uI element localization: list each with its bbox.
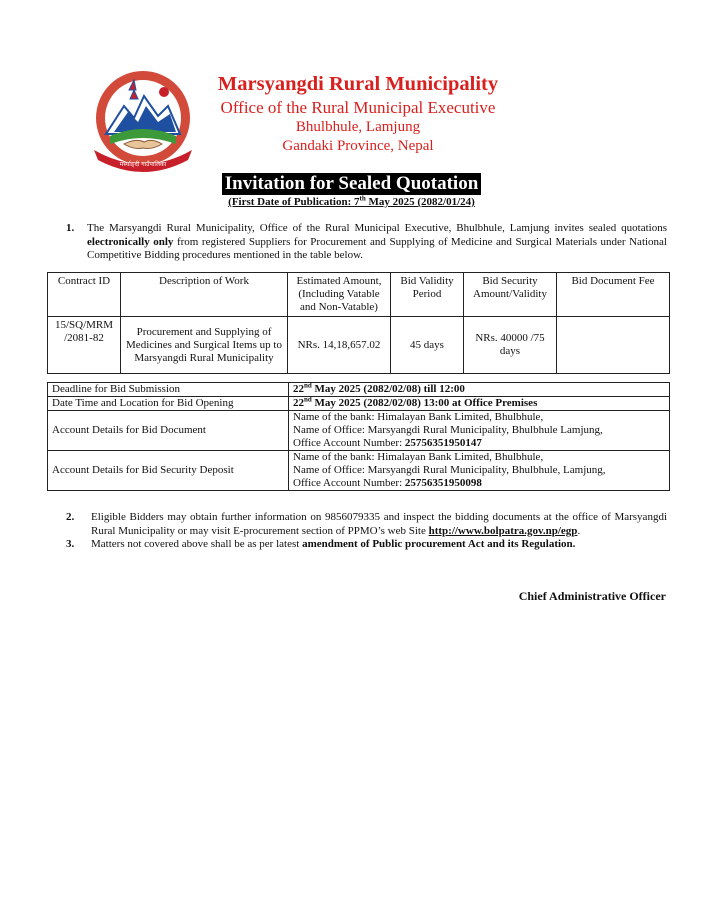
clause-3-number: 3. xyxy=(66,538,75,550)
notice-title: Invitation for Sealed Quotation xyxy=(222,173,482,195)
emblem-ribbon-text: मर्स्याङ्दी गाउँपालिका xyxy=(119,161,167,168)
col-bid-validity: Bid Validity Period xyxy=(391,273,464,317)
notice-heading xyxy=(0,173,703,209)
col-bid-security: Bid Security Amount/Validity xyxy=(464,273,557,317)
clause-1-text: The Marsyangdi Rural Municipality, Office of the Rural Municipal Executive, Bhulbhule, Lamjung invites sealed quotations electronically only from registered Suppliers for Procurement and Supplying of Medicine and Surgical Materials under National Competitive Bidding procedures mentioned in the table below. xyxy=(87,222,667,261)
document-bank-name: Name of the bank: Himalayan Bank Limited, Bhulbhule, xyxy=(293,411,544,423)
deadline-value: 22nd May 2025 (2082/02/08) till 12:00 xyxy=(289,383,670,397)
cell-description: Procurement and Supplying of Medicines and Surgical Items up to Marsyangdi Rural Municipality xyxy=(121,317,288,374)
opening-value: 22nd May 2025 (2082/02/08) 13:00 at Office Premises xyxy=(289,397,670,411)
deadline-label: Deadline for Bid Submission xyxy=(48,383,289,397)
bid-table xyxy=(47,272,670,374)
col-estimated-amount: Estimated Amount, (Including Vatable and Non-Vatable) xyxy=(288,273,391,317)
office-province: Gandaki Province, Nepal xyxy=(282,138,434,154)
egp-link[interactable]: http://www.bolpatra.gov.np/egp xyxy=(428,524,578,537)
document-account-value xyxy=(289,411,670,451)
details-table xyxy=(47,382,670,491)
security-office-name: Name of Office: Marsyangdi Rural Municipality, Bhulbhule, Lamjung, xyxy=(293,464,606,476)
bid-table-header xyxy=(48,273,670,317)
office-address: Bhulbhule, Lamjung xyxy=(295,119,421,135)
document-office-name: Name of Office: Marsyangdi Rural Municipality, Bhulbhule Lamjung, xyxy=(293,424,603,436)
cell-bid-security: NRs. 40000 /75 days xyxy=(464,317,557,374)
col-document-fee: Bid Document Fee xyxy=(557,273,670,317)
security-bank-name: Name of the bank: Himalayan Bank Limited, Bhulbhule, xyxy=(293,451,544,463)
opening-label: Date Time and Location for Bid Opening xyxy=(48,397,289,411)
table-row xyxy=(48,317,670,374)
office-name: Office of the Rural Municipal Executive xyxy=(220,98,496,117)
table-row xyxy=(48,451,670,491)
security-account-label: Account Details for Bid Security Deposit xyxy=(48,451,289,491)
cell-document-fee xyxy=(557,317,670,374)
nepal-government-emblem-icon xyxy=(84,66,202,176)
letterhead xyxy=(200,72,516,156)
cell-estimated-amount: NRs. 14,18,657.02 xyxy=(288,317,391,374)
cell-bid-validity: 45 days xyxy=(391,317,464,374)
signature-title: Chief Administrative Officer xyxy=(518,589,666,603)
document-account-label: Account Details for Bid Document xyxy=(48,411,289,451)
table-row xyxy=(48,411,670,451)
clause-2-text: Eligible Bidders may obtain further information on 9856079335 and inspect the bidding documents at the office of Marsyangdi Rural Municipality or may visit E-procurement section of PPMO’s web Site http://www.bolpatra.gov.np/egp. xyxy=(91,511,667,537)
security-account-number: Office Account Number: 25756351950098 xyxy=(293,477,482,489)
col-contract-id: Contract ID xyxy=(48,273,121,317)
publication-date: (First Date of Publication: 7th May 2025 (2082/01/24) xyxy=(228,194,475,208)
table-row xyxy=(48,397,670,411)
security-account-value xyxy=(289,451,670,491)
municipality-name: Marsyangdi Rural Municipality xyxy=(217,73,499,95)
table-row xyxy=(48,383,670,397)
clause-3-text: Matters not covered above shall be as per latest amendment of Public procurement Act and its Regulation. xyxy=(91,538,576,550)
col-description: Description of Work xyxy=(121,273,288,317)
clause-1-number: 1. xyxy=(66,222,75,234)
document-account-number: Office Account Number: 25756351950147 xyxy=(293,437,482,449)
clause-2-number: 2. xyxy=(66,511,75,523)
cell-contract-id: 15/SQ/MRM /2081-82 xyxy=(48,317,121,374)
